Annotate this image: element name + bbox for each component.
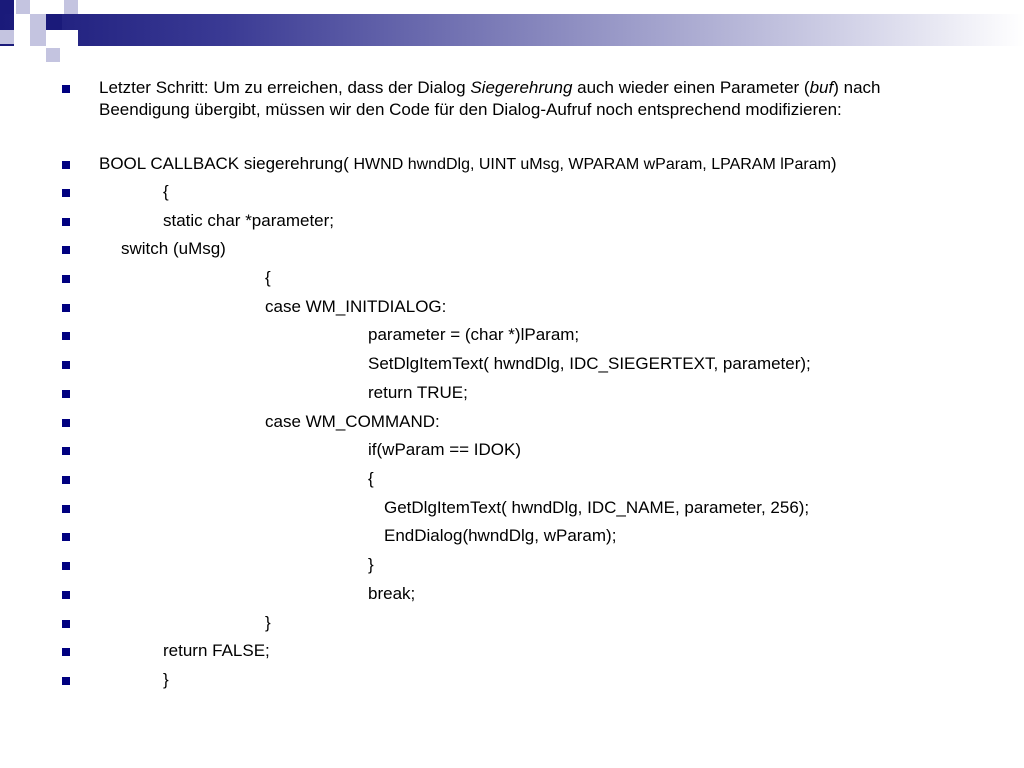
intro-part1: Letzter Schritt: Um zu erreichen, dass der Dialog — [99, 78, 471, 97]
code-line-text: EndDialog(hwndDlg, wParam); — [384, 526, 617, 545]
code-line-text: parameter = (char *)lParam; — [368, 325, 580, 344]
signature-text — [99, 153, 837, 176]
intro-part2: auch wieder einen Parameter ( — [572, 78, 810, 97]
code-line-text: if(wParam == IDOK) — [368, 440, 522, 459]
bullet-square-icon — [62, 275, 70, 283]
code-line-text: static char *parameter; — [163, 211, 335, 230]
bullet-square-icon — [62, 505, 70, 513]
signature-suffix: ) — [830, 154, 837, 173]
signature-params: HWND hwndDlg, UINT uMsg, WPARAM wParam, LPARAM lParam — [353, 156, 831, 173]
bullet-square-icon — [62, 562, 70, 570]
code-line-text: return FALSE; — [163, 641, 270, 660]
intro-text — [99, 77, 959, 121]
bullet-square-icon — [62, 677, 70, 685]
bullet-square-icon — [62, 390, 70, 398]
code-line-text: return TRUE; — [368, 383, 468, 402]
bullet-square-icon — [62, 648, 70, 656]
bullet-square-icon — [62, 218, 70, 226]
bullet-square-icon — [62, 361, 70, 369]
code-line-text: break; — [368, 584, 416, 603]
code-line-text: { — [163, 182, 169, 201]
bullet-square-icon — [62, 476, 70, 484]
intro-italic-siegerehrung: Siegerehrung — [470, 78, 573, 97]
bullet-square-icon — [62, 161, 70, 169]
code-line-text: } — [163, 670, 169, 689]
bullet-square-icon — [62, 447, 70, 455]
code-line-text: switch (uMsg) — [121, 239, 226, 258]
signature-prefix: BOOL CALLBACK siegerehrung( — [99, 154, 354, 173]
bullet-square-icon — [62, 591, 70, 599]
code-line-text: { — [368, 469, 374, 488]
bullet-square-icon — [62, 189, 70, 197]
code-line-text: } — [265, 613, 271, 632]
bullet-square-icon — [62, 419, 70, 427]
bullet-square-icon — [62, 85, 70, 93]
code-line-text: case WM_COMMAND: — [265, 412, 440, 431]
bullet-square-icon — [62, 246, 70, 254]
intro-part3: ) nach Beendigung übergibt, müssen wir den Code für den Dialog-Aufruf noch entsprechend modifizieren: — [99, 78, 881, 119]
code-line-text: { — [265, 268, 271, 287]
code-line-text: SetDlgItemText( hwndDlg, IDC_SIEGERTEXT, parameter); — [368, 354, 811, 373]
code-line-text: } — [368, 555, 374, 574]
bullet-square-icon — [62, 533, 70, 541]
bullet-square-icon — [62, 304, 70, 312]
code-line-text: GetDlgItemText( hwndDlg, IDC_NAME, parameter, 256); — [384, 498, 810, 517]
intro-italic-buf: buf — [809, 78, 834, 97]
bullet-square-icon — [62, 620, 70, 628]
bullet-square-icon — [62, 332, 70, 340]
code-line-text: case WM_INITDIALOG: — [265, 297, 447, 316]
